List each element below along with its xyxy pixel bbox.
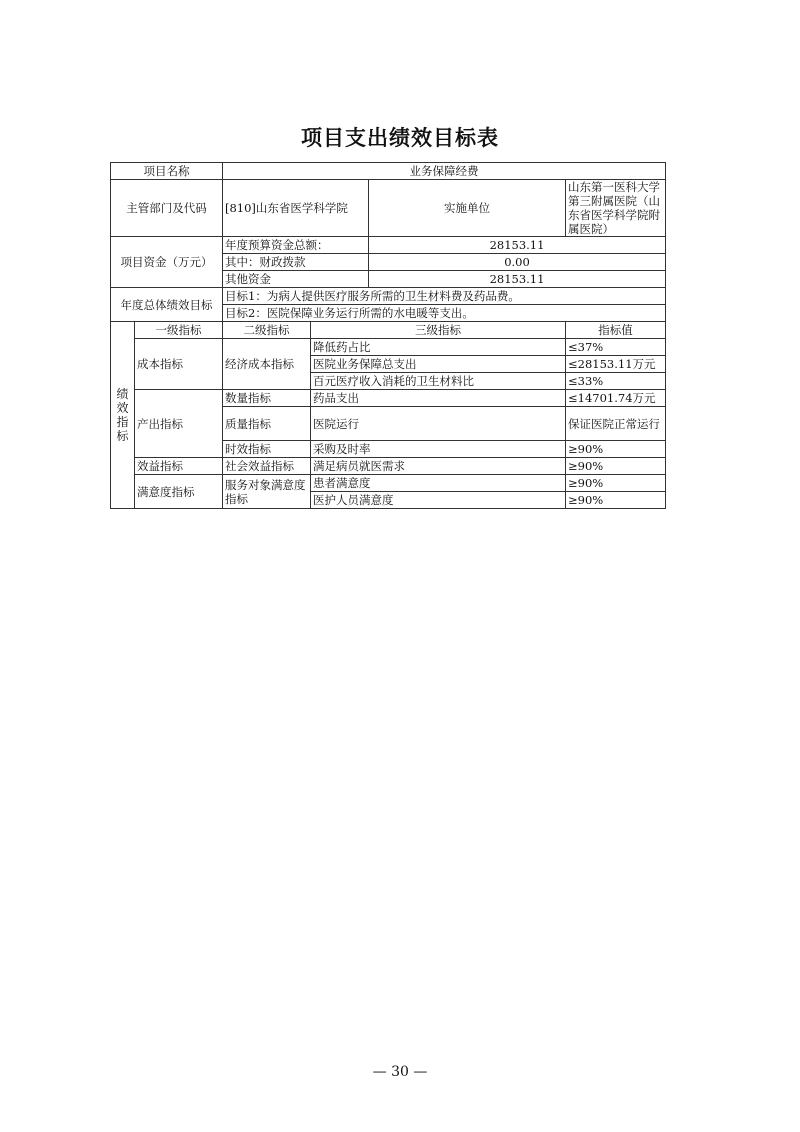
level2-service-satisfaction: 服务对象满意度指标 — [223, 475, 311, 509]
level2-economic-cost: 经济成本指标 — [223, 339, 311, 390]
indicator-value: ≥90% — [566, 458, 666, 475]
level2-quality: 质量指标 — [223, 407, 311, 441]
level1-output: 产出指标 — [135, 390, 223, 458]
funds-fiscal-label: 其中：财政拨款 — [223, 254, 369, 271]
funds-row — [111, 237, 666, 254]
indicator-value: ≥90% — [566, 441, 666, 458]
indicator-row — [111, 390, 666, 407]
funds-total-value: 28153.11 — [369, 237, 666, 254]
page-number: — 30 — — [372, 1064, 428, 1080]
header-value: 指标值 — [566, 322, 666, 339]
funds-total-label: 年度预算资金总额： — [223, 237, 369, 254]
funds-label: 项目资金（万元） — [111, 237, 223, 288]
annual-goal-item: 目标1：为病人提供医疗服务所需的卫生材料费及药品费。 — [223, 288, 666, 305]
level3-item: 满足病员就医需求 — [311, 458, 566, 475]
indicator-row — [111, 475, 666, 492]
performance-goal-table — [110, 162, 666, 509]
side-char: 标 — [116, 429, 129, 443]
level3-item: 医院运行 — [311, 407, 566, 441]
level3-item: 患者满意度 — [311, 475, 566, 492]
dept-label: 主管部门及代码 — [111, 180, 223, 237]
level3-item: 百元医疗收入消耗的卫生材料比 — [311, 373, 566, 390]
funds-fiscal-value: 0.00 — [369, 254, 666, 271]
level2-timeliness: 时效指标 — [223, 441, 311, 458]
header-level2: 二级指标 — [223, 322, 311, 339]
dept-row — [111, 180, 666, 237]
project-name-value: 业务保障经费 — [223, 163, 666, 180]
indicator-value: ≥90% — [566, 475, 666, 492]
annual-goal-item: 目标2：医院保障业务运行所需的水电暖等支出。 — [223, 305, 666, 322]
indicator-value: ≤14701.74万元 — [566, 390, 666, 407]
level3-item: 采购及时率 — [311, 441, 566, 458]
annual-goal-label: 年度总体绩效目标 — [111, 288, 223, 322]
level3-item: 药品支出 — [311, 390, 566, 407]
dept-value: [810]山东省医学科学院 — [223, 180, 369, 237]
level3-item: 医院业务保障总支出 — [311, 356, 566, 373]
indicator-row — [111, 339, 666, 356]
indicator-value: 保证医院正常运行 — [566, 407, 666, 441]
indicator-value: ≤28153.11万元 — [566, 356, 666, 373]
indicator-side-label — [111, 322, 135, 509]
unit-value: 山东第一医科大学第三附属医院（山东省医学科学院附属医院） — [566, 180, 666, 237]
header-level3: 三级指标 — [311, 322, 566, 339]
goal-row — [111, 288, 666, 305]
level3-item: 降低药占比 — [311, 339, 566, 356]
side-char: 绩 — [116, 387, 129, 401]
header-level1: 一级指标 — [135, 322, 223, 339]
level1-benefit: 效益指标 — [135, 458, 223, 475]
unit-label: 实施单位 — [369, 180, 566, 237]
page-title: 项目支出绩效目标表 — [301, 126, 499, 150]
funds-other-label: 其他资金 — [223, 271, 369, 288]
side-char: 指 — [116, 415, 129, 429]
indicator-value: ≤37% — [566, 339, 666, 356]
indicator-row — [111, 458, 666, 475]
level1-cost: 成本指标 — [135, 339, 223, 390]
funds-other-value: 28153.11 — [369, 271, 666, 288]
indicator-header-row — [111, 322, 666, 339]
project-name-row — [111, 163, 666, 180]
indicator-value: ≤33% — [566, 373, 666, 390]
level2-quantity: 数量指标 — [223, 390, 311, 407]
level1-satisfaction: 满意度指标 — [135, 475, 223, 509]
indicator-value: ≥90% — [566, 492, 666, 509]
side-char: 效 — [116, 401, 129, 415]
level3-item: 医护人员满意度 — [311, 492, 566, 509]
project-name-label: 项目名称 — [111, 163, 223, 180]
level2-social-benefit: 社会效益指标 — [223, 458, 311, 475]
